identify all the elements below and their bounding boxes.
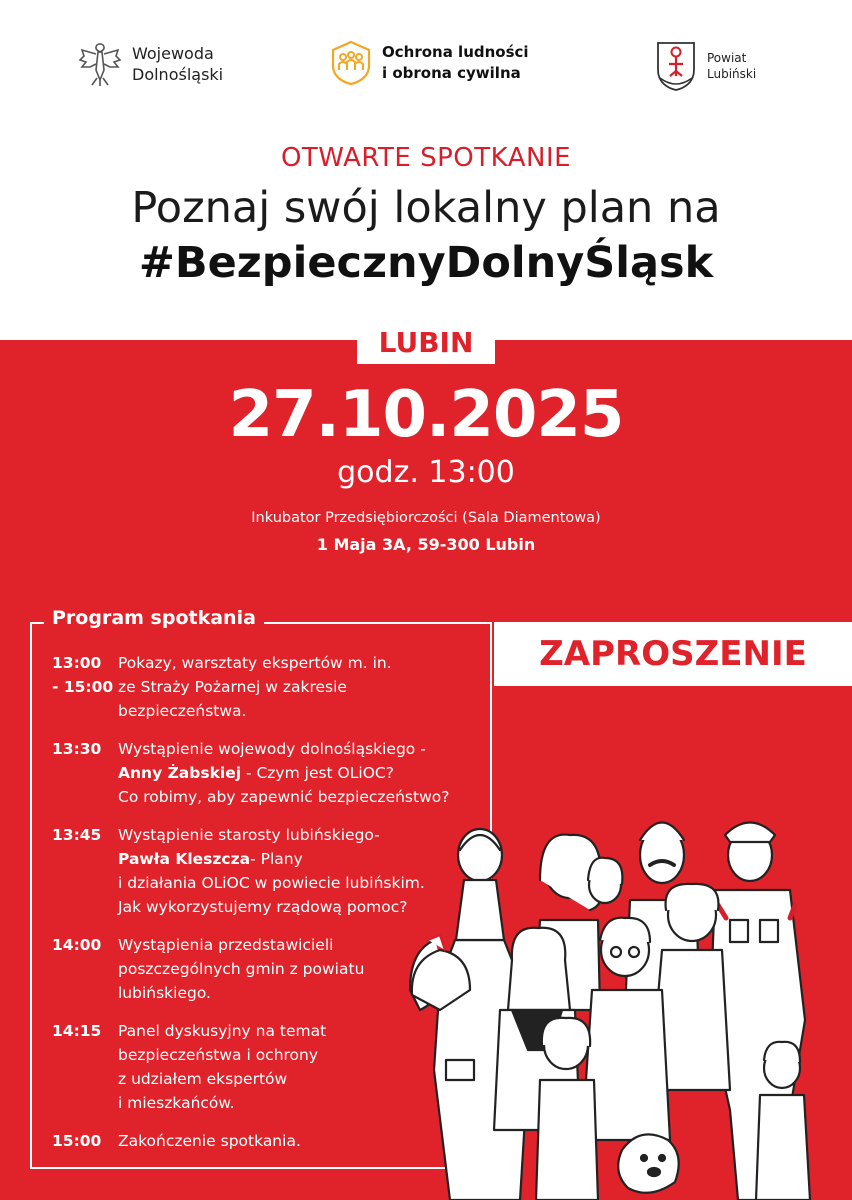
- program-item-time: 14:00: [52, 936, 102, 954]
- program-frame-bottom: [32, 1167, 460, 1169]
- city-label: LUBIN: [357, 322, 495, 364]
- ochrona-line2: i obrona cywilna: [382, 64, 521, 82]
- speaker-name: Pawła Kleszcza: [118, 850, 251, 868]
- program-item-text: lubińskiego.: [118, 984, 211, 1002]
- civil-protection-people-icon: [330, 40, 372, 86]
- program-item-text: bezpieczeństwa.: [118, 702, 247, 720]
- program-item-text: Co robimy, aby zapewnić bezpieczeństwo?: [118, 788, 450, 806]
- program-item-text: i działania OLiOC w powiecie lubińskim.: [118, 874, 425, 892]
- program-item-text: Jak wykorzystujemy rządową pomoc?: [118, 898, 408, 916]
- event-title-line1: Poznaj swój lokalny plan na: [131, 183, 721, 233]
- invitation-label: ZAPROSZENIE: [494, 622, 852, 686]
- program-item-time: 13:00: [52, 654, 102, 672]
- event-time: godz. 13:00: [337, 455, 515, 490]
- program-item-text: poszczególnych gmin z powiatu: [118, 960, 365, 978]
- speaker-name: Anny Żabskiej: [118, 764, 242, 782]
- program-item-text: Wystąpienie starosty lubińskiego-: [118, 826, 380, 844]
- program-item-text: Wystąpienia przedstawicieli: [118, 936, 334, 954]
- program-item-text: Zakończenie spotkania.: [118, 1132, 301, 1150]
- event-kicker: OTWARTE SPOTKANIE: [280, 143, 572, 173]
- program-item-text: Wystąpienie wojewody dolnośląskiego -: [118, 740, 426, 758]
- program-title: Program spotkania: [44, 607, 264, 629]
- powiat-coat-of-arms-icon: [655, 40, 697, 92]
- wojewoda-logo: [78, 40, 223, 88]
- program-item-time: 13:45: [52, 826, 102, 844]
- program-item-text: Panel dyskusyjny na temat: [118, 1022, 327, 1040]
- powiat-logo: [655, 40, 756, 92]
- program-item-text: - Plany: [250, 850, 303, 868]
- program-item-time: 14:15: [52, 1022, 102, 1040]
- wojewoda-line2: Dolnośląski: [132, 65, 224, 84]
- powiat-line1: Powiat: [707, 51, 747, 65]
- community-people-illustration: [400, 810, 852, 1200]
- program-item-text: ze Straży Pożarnej w zakresie: [118, 678, 347, 696]
- program-item-text: i mieszkańców.: [118, 1094, 235, 1112]
- ochrona-logo: [330, 40, 529, 86]
- program-item-text: z udziałem ekspertów: [118, 1070, 288, 1088]
- program-item-time: 15:00: [52, 1132, 102, 1150]
- powiat-line2: Lubiński: [707, 67, 757, 81]
- program-item-time: 13:30: [52, 740, 102, 758]
- program-item-time-end: - 15:00: [52, 678, 114, 696]
- program-item-text: Pokazy, warsztaty ekspertów m. in.: [118, 654, 392, 672]
- event-address: 1 Maja 3A, 59-300 Lubin: [316, 535, 536, 554]
- event-title-hashtag: #BezpiecznyDolnyŚląsk: [138, 238, 714, 288]
- wojewoda-line1: Wojewoda: [132, 44, 214, 63]
- program-item-text: bezpieczeństwa i ochrony: [118, 1046, 319, 1064]
- event-venue: Inkubator Przedsiębiorczości (Sala Diamentowa): [251, 510, 601, 526]
- eagle-emblem-icon: [78, 40, 122, 88]
- program-item-text: - Czym jest OLiOC?: [241, 764, 394, 782]
- ochrona-line1: Ochrona ludności: [382, 43, 529, 61]
- event-date: 27.10.2025: [228, 378, 624, 452]
